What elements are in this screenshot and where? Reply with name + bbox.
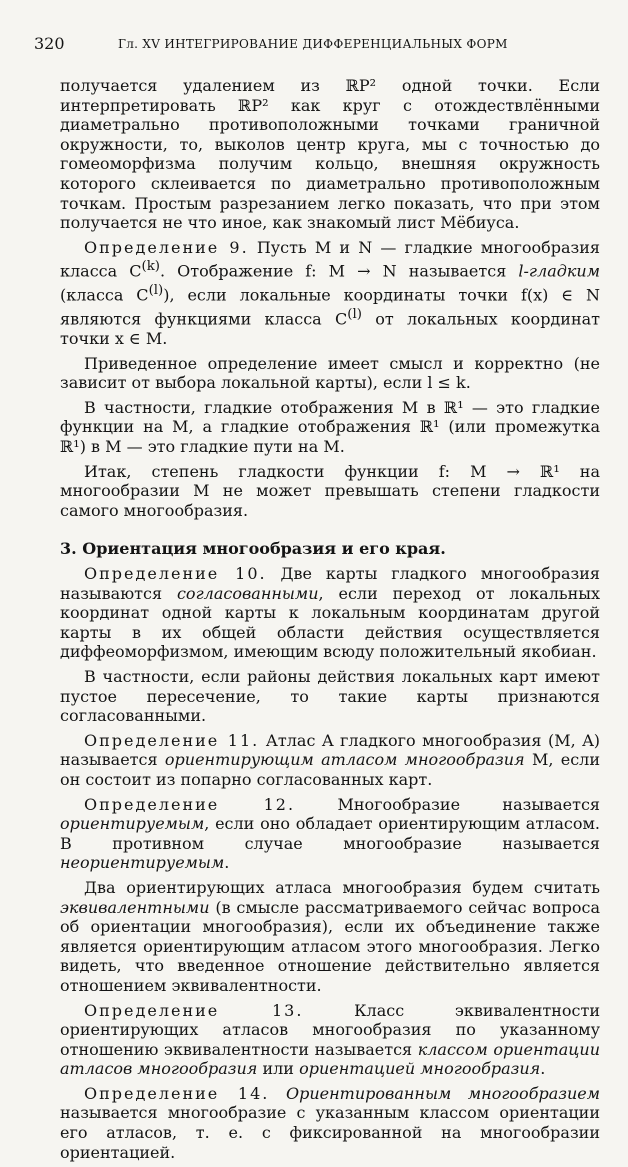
definition-label: Определение 12.: [84, 794, 296, 814]
defined-term: ориентирующим атласом многообразия: [164, 750, 525, 770]
definition-11: [60, 731, 600, 790]
definition-text: ), если локальные координаты точки f(x) ∈ N являются функциями класса C: [60, 285, 601, 329]
superscript: (l): [148, 283, 164, 299]
paragraph-text: (в смысле рассматриваемого сейчас вопроса об ориентации многообразия), если их объединение также является ориентирующим атласом этого многообразия. Легко видеть, что введенное отношение действительно является отношением эквивалентности.: [60, 897, 600, 995]
definition-label: Определение 14.: [84, 1083, 270, 1103]
definition-14: [60, 1084, 600, 1162]
paragraph-correctness: Приведенное определение имеет смысл и корректно (не зависит от выбора локальной карты), если l ≤ k.: [60, 353, 600, 393]
paragraph-smooth-paths: В частности, гладкие отображения M в ℝ¹ — это гладкие функции на M, а гладкие отображения ℝ¹ (или промежутка ℝ¹) в M — это гладкие пути на M.: [60, 397, 600, 457]
page-number: 320: [34, 34, 65, 53]
superscript: (k): [141, 259, 160, 275]
page-header: [34, 34, 606, 58]
defined-term: классом ориентации атласов многообразия: [60, 1039, 600, 1079]
section-gap: [60, 525, 600, 539]
definition-text: , если оно обладает ориентирующим атласом. В противном случае многообразие называется: [60, 814, 600, 853]
definition-text: Многообразие называется: [337, 794, 600, 814]
paragraph-smoothness-degree: Итак, степень гладкости функции f: M → ℝ¹ на многообразии M не может превышать степени гладкости самого многообразия.: [60, 461, 600, 520]
section-title: 3. Ориентация многообразия и его края.: [60, 539, 446, 559]
definition-label: Определение 9.: [84, 237, 249, 257]
defined-term: ориентируемым: [60, 814, 205, 834]
definition-text: от локальных координат точки x ∈ M.: [60, 309, 601, 349]
defined-term: l-гладким: [518, 261, 600, 281]
definition-label: Определение 11.: [84, 730, 260, 750]
definition-text: .: [540, 1059, 546, 1079]
definition-13: [60, 1001, 600, 1079]
running-head: Гл. XV ИНТЕГРИРОВАНИЕ ДИФФЕРЕНЦИАЛЬНЫХ ФОРМ: [118, 37, 508, 51]
defined-term: эквивалентными: [60, 897, 210, 917]
definition-text: Две карты гладкого многообразия называются: [60, 564, 600, 603]
definition-9: [60, 238, 600, 349]
definition-10: [60, 564, 600, 662]
definition-text: Пусть M и N — гладкие многообразия класса C: [60, 237, 600, 281]
definition-text: M, если он состоит из попарно согласованных карт.: [60, 750, 601, 789]
definition-text: (класса C: [60, 285, 149, 305]
defined-term: согласованными: [176, 583, 319, 603]
paragraph-equivalent-atlases: [60, 878, 600, 996]
superscript: (l): [347, 307, 362, 323]
definition-label: Определение 10.: [84, 564, 267, 584]
definition-text: . Отображение f: M → N называется: [159, 261, 519, 281]
paragraph-disjoint-charts: В частности, если районы действия локальных карт имеют пустое пересечение, то такие карты признаются согласованными.: [60, 667, 600, 726]
definition-text: Класс эквивалентности ориентирующих атласов многообразия по указанному отношению эквивалентности называется: [60, 1000, 600, 1059]
definition-label: Определение 13.: [84, 1000, 304, 1020]
defined-term: Ориентированным многообразием: [286, 1083, 600, 1103]
definition-text: , если переход от локальных координат одной карты к локальным координатам другой карты в их общей области действия осуществляется диффеоморфизмом, имеющим всюду положительный якобиан.: [60, 583, 600, 662]
definition-text: Атлас A гладкого многообразия (M, A) называется: [60, 730, 601, 770]
paragraph-mobius: получается удалением из ℝP² одной точки. Если интерпретировать ℝP² как круг с отождествлёнными диаметрально противоположными точками граничной окружности, то, выколов центр круга, мы с точностью до гомеоморфизма получим кольцо, внешняя окружность которого склеивается по диаметрально противоположным точкам. Простым разрезанием легко показать, что при этом получается не что иное, как знакомый лист Мёбиуса.: [60, 76, 600, 233]
defined-term: неориентируемым: [60, 853, 225, 873]
definition-text: или: [257, 1059, 300, 1079]
defined-term: ориентацией многообразия: [299, 1059, 541, 1079]
page-body: [60, 76, 600, 1167]
definition-12: [60, 795, 600, 873]
definition-text: .: [224, 853, 230, 873]
paragraph-text: Два ориентирующих атласа многообразия будем считать: [84, 877, 600, 897]
definition-text: называется многообразие с указанным классом ориентации его атласов, т. е. с фиксированной на многообразии ориентацией.: [60, 1103, 600, 1162]
